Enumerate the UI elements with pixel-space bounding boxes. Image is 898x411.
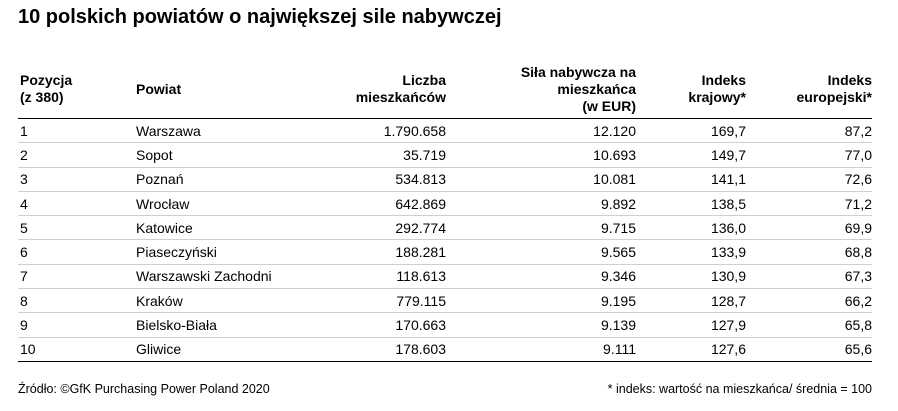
cell-county: Warszawski Zachodni	[136, 264, 296, 288]
cell-national-index: 149,7	[636, 143, 746, 167]
cell-population: 642.869	[296, 191, 446, 215]
cell-purchasing-power: 9.892	[446, 191, 636, 215]
cell-county: Katowice	[136, 216, 296, 240]
cell-county: Bielsko-Biała	[136, 313, 296, 337]
table-row	[18, 264, 872, 288]
table-row	[18, 167, 872, 191]
cell-position: 7	[18, 264, 136, 288]
cell-position: 9	[18, 313, 136, 337]
cell-purchasing-power: 10.693	[446, 143, 636, 167]
cell-population: 292.774	[296, 216, 446, 240]
cell-purchasing-power: 9.346	[446, 264, 636, 288]
cell-european-index: 87,2	[746, 119, 872, 143]
cell-position: 2	[18, 143, 136, 167]
cell-population: 534.813	[296, 167, 446, 191]
cell-national-index: 130,9	[636, 264, 746, 288]
cell-european-index: 69,9	[746, 216, 872, 240]
cell-national-index: 127,6	[636, 337, 746, 361]
header-population: Liczba mieszkańców	[296, 60, 446, 119]
cell-county: Poznań	[136, 167, 296, 191]
cell-national-index: 141,1	[636, 167, 746, 191]
cell-position: 1	[18, 119, 136, 143]
table-title: 10 polskich powiatów o największej sile nabywczej	[18, 6, 502, 28]
cell-national-index: 136,0	[636, 216, 746, 240]
cell-position: 8	[18, 289, 136, 313]
cell-population: 178.603	[296, 337, 446, 361]
cell-purchasing-power: 9.195	[446, 289, 636, 313]
cell-national-index: 169,7	[636, 119, 746, 143]
table-row	[18, 313, 872, 337]
cell-national-index: 127,9	[636, 313, 746, 337]
header-national-index: Indeks krajowy*	[636, 60, 746, 119]
index-footnote: * indeks: wartość na mieszkańca/ średnia = 100	[607, 382, 872, 396]
table-row	[18, 216, 872, 240]
cell-population: 170.663	[296, 313, 446, 337]
cell-european-index: 65,6	[746, 337, 872, 361]
cell-county: Piaseczyński	[136, 240, 296, 264]
cell-position: 3	[18, 167, 136, 191]
cell-purchasing-power: 9.111	[446, 337, 636, 361]
cell-purchasing-power: 9.715	[446, 216, 636, 240]
cell-county: Wrocław	[136, 191, 296, 215]
cell-population: 779.115	[296, 289, 446, 313]
cell-position: 4	[18, 191, 136, 215]
cell-european-index: 77,0	[746, 143, 872, 167]
table-row	[18, 143, 872, 167]
cell-european-index: 71,2	[746, 191, 872, 215]
header-position: Pozycja (z 380)	[18, 60, 136, 119]
cell-purchasing-power: 9.565	[446, 240, 636, 264]
cell-position: 10	[18, 337, 136, 361]
cell-national-index: 128,7	[636, 289, 746, 313]
table-row	[18, 191, 872, 215]
cell-position: 5	[18, 216, 136, 240]
table-row	[18, 337, 872, 361]
cell-purchasing-power: 10.081	[446, 167, 636, 191]
header-county: Powiat	[136, 60, 296, 119]
header-purchasing-power: Siła nabywcza na mieszkańca (w EUR)	[446, 60, 636, 119]
cell-purchasing-power: 12.120	[446, 119, 636, 143]
cell-county: Sopot	[136, 143, 296, 167]
cell-national-index: 138,5	[636, 191, 746, 215]
cell-european-index: 72,6	[746, 167, 872, 191]
cell-population: 35.719	[296, 143, 446, 167]
cell-county: Gliwice	[136, 337, 296, 361]
cell-position: 6	[18, 240, 136, 264]
cell-county: Kraków	[136, 289, 296, 313]
table-row	[18, 289, 872, 313]
purchasing-power-table	[18, 60, 872, 362]
cell-population: 118.613	[296, 264, 446, 288]
header-european-index: Indeks europejski*	[746, 60, 872, 119]
cell-european-index: 65,8	[746, 313, 872, 337]
cell-population: 1.790.658	[296, 119, 446, 143]
table-row	[18, 240, 872, 264]
cell-european-index: 68,8	[746, 240, 872, 264]
cell-european-index: 66,2	[746, 289, 872, 313]
cell-purchasing-power: 9.139	[446, 313, 636, 337]
cell-national-index: 133,9	[636, 240, 746, 264]
cell-population: 188.281	[296, 240, 446, 264]
cell-county: Warszawa	[136, 119, 296, 143]
source-note: Źródło: ©GfK Purchasing Power Poland 2020	[18, 382, 270, 396]
header-row	[18, 60, 872, 119]
table-row	[18, 119, 872, 143]
cell-european-index: 67,3	[746, 264, 872, 288]
